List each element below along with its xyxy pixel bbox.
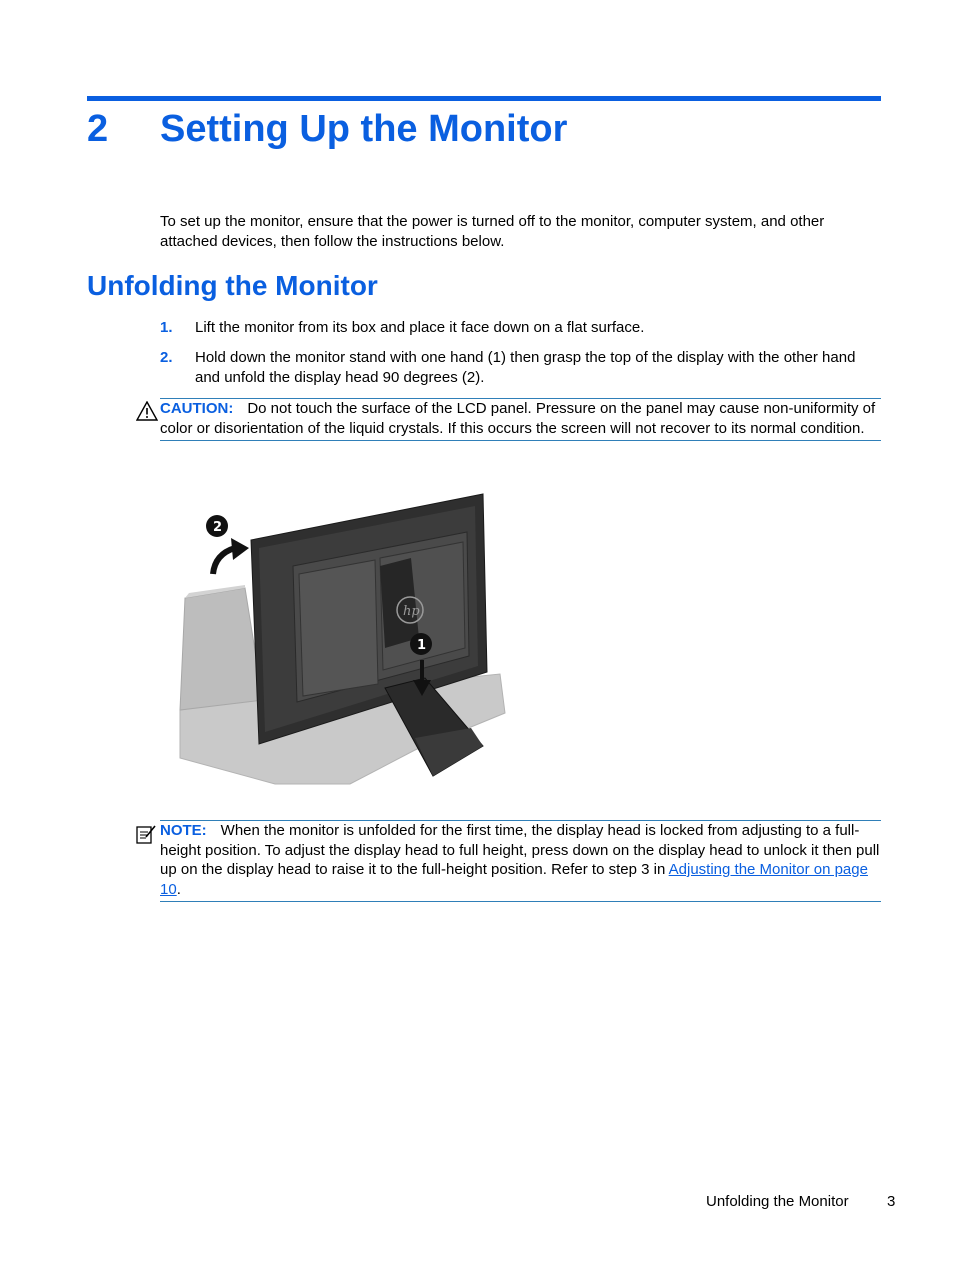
chapter-rule — [87, 96, 881, 101]
step-number: 1. — [160, 319, 173, 336]
step-text: Lift the monitor from its box and place it face down on a flat surface. — [195, 319, 645, 336]
note-text: When the monitor is unfolded for the first time, the display head is locked from adjusting to a full-height position. To adjust the display head to full height, press down on the display head to unlock it then pull up on the display head to raise it to the full-height position. Refer to step 3 in — [160, 822, 880, 878]
caution-text: Do not touch the surface of the LCD panel. Pressure on the panel may cause non-uniformity of color or disorientation of the liquid crystals. If this occurs the screen will not recover to its normal condition. — [160, 400, 876, 437]
step-2 — [160, 348, 882, 388]
caution-label: CAUTION: — [160, 400, 234, 417]
note-label: NOTE: — [160, 822, 207, 839]
figure-logo: hp — [403, 604, 420, 619]
step-1 — [160, 318, 882, 338]
caution-box — [160, 398, 881, 441]
intro-paragraph: To set up the monitor, ensure that the power is turned off to the monitor, computer system, and other attached devices, then follow the instructions below. — [160, 213, 825, 250]
step-number: 2. — [160, 349, 173, 366]
warning-triangle-icon — [136, 401, 158, 421]
note-pad-icon — [135, 823, 157, 845]
section-title: Unfolding the Monitor — [87, 270, 378, 301]
note-link[interactable]: Adjusting the Monitor on page 10 — [160, 861, 868, 898]
footer-section: Unfolding the Monitor — [706, 1193, 849, 1210]
chapter-title: Setting Up the Monitor — [160, 108, 568, 150]
step-text: Hold down the monitor stand with one hand (1) then grasp the top of the display with the other hand and unfold the display head 90 degrees (2). — [195, 349, 856, 386]
note-box — [160, 820, 881, 902]
footer-page-number: 3 — [887, 1193, 896, 1210]
monitor-unfold-illustration — [175, 488, 515, 788]
callout-1: 1 — [417, 638, 427, 653]
chapter-number: 2 — [87, 108, 109, 150]
callout-2: 2 — [213, 520, 223, 535]
note-after: . — [176, 880, 181, 898]
